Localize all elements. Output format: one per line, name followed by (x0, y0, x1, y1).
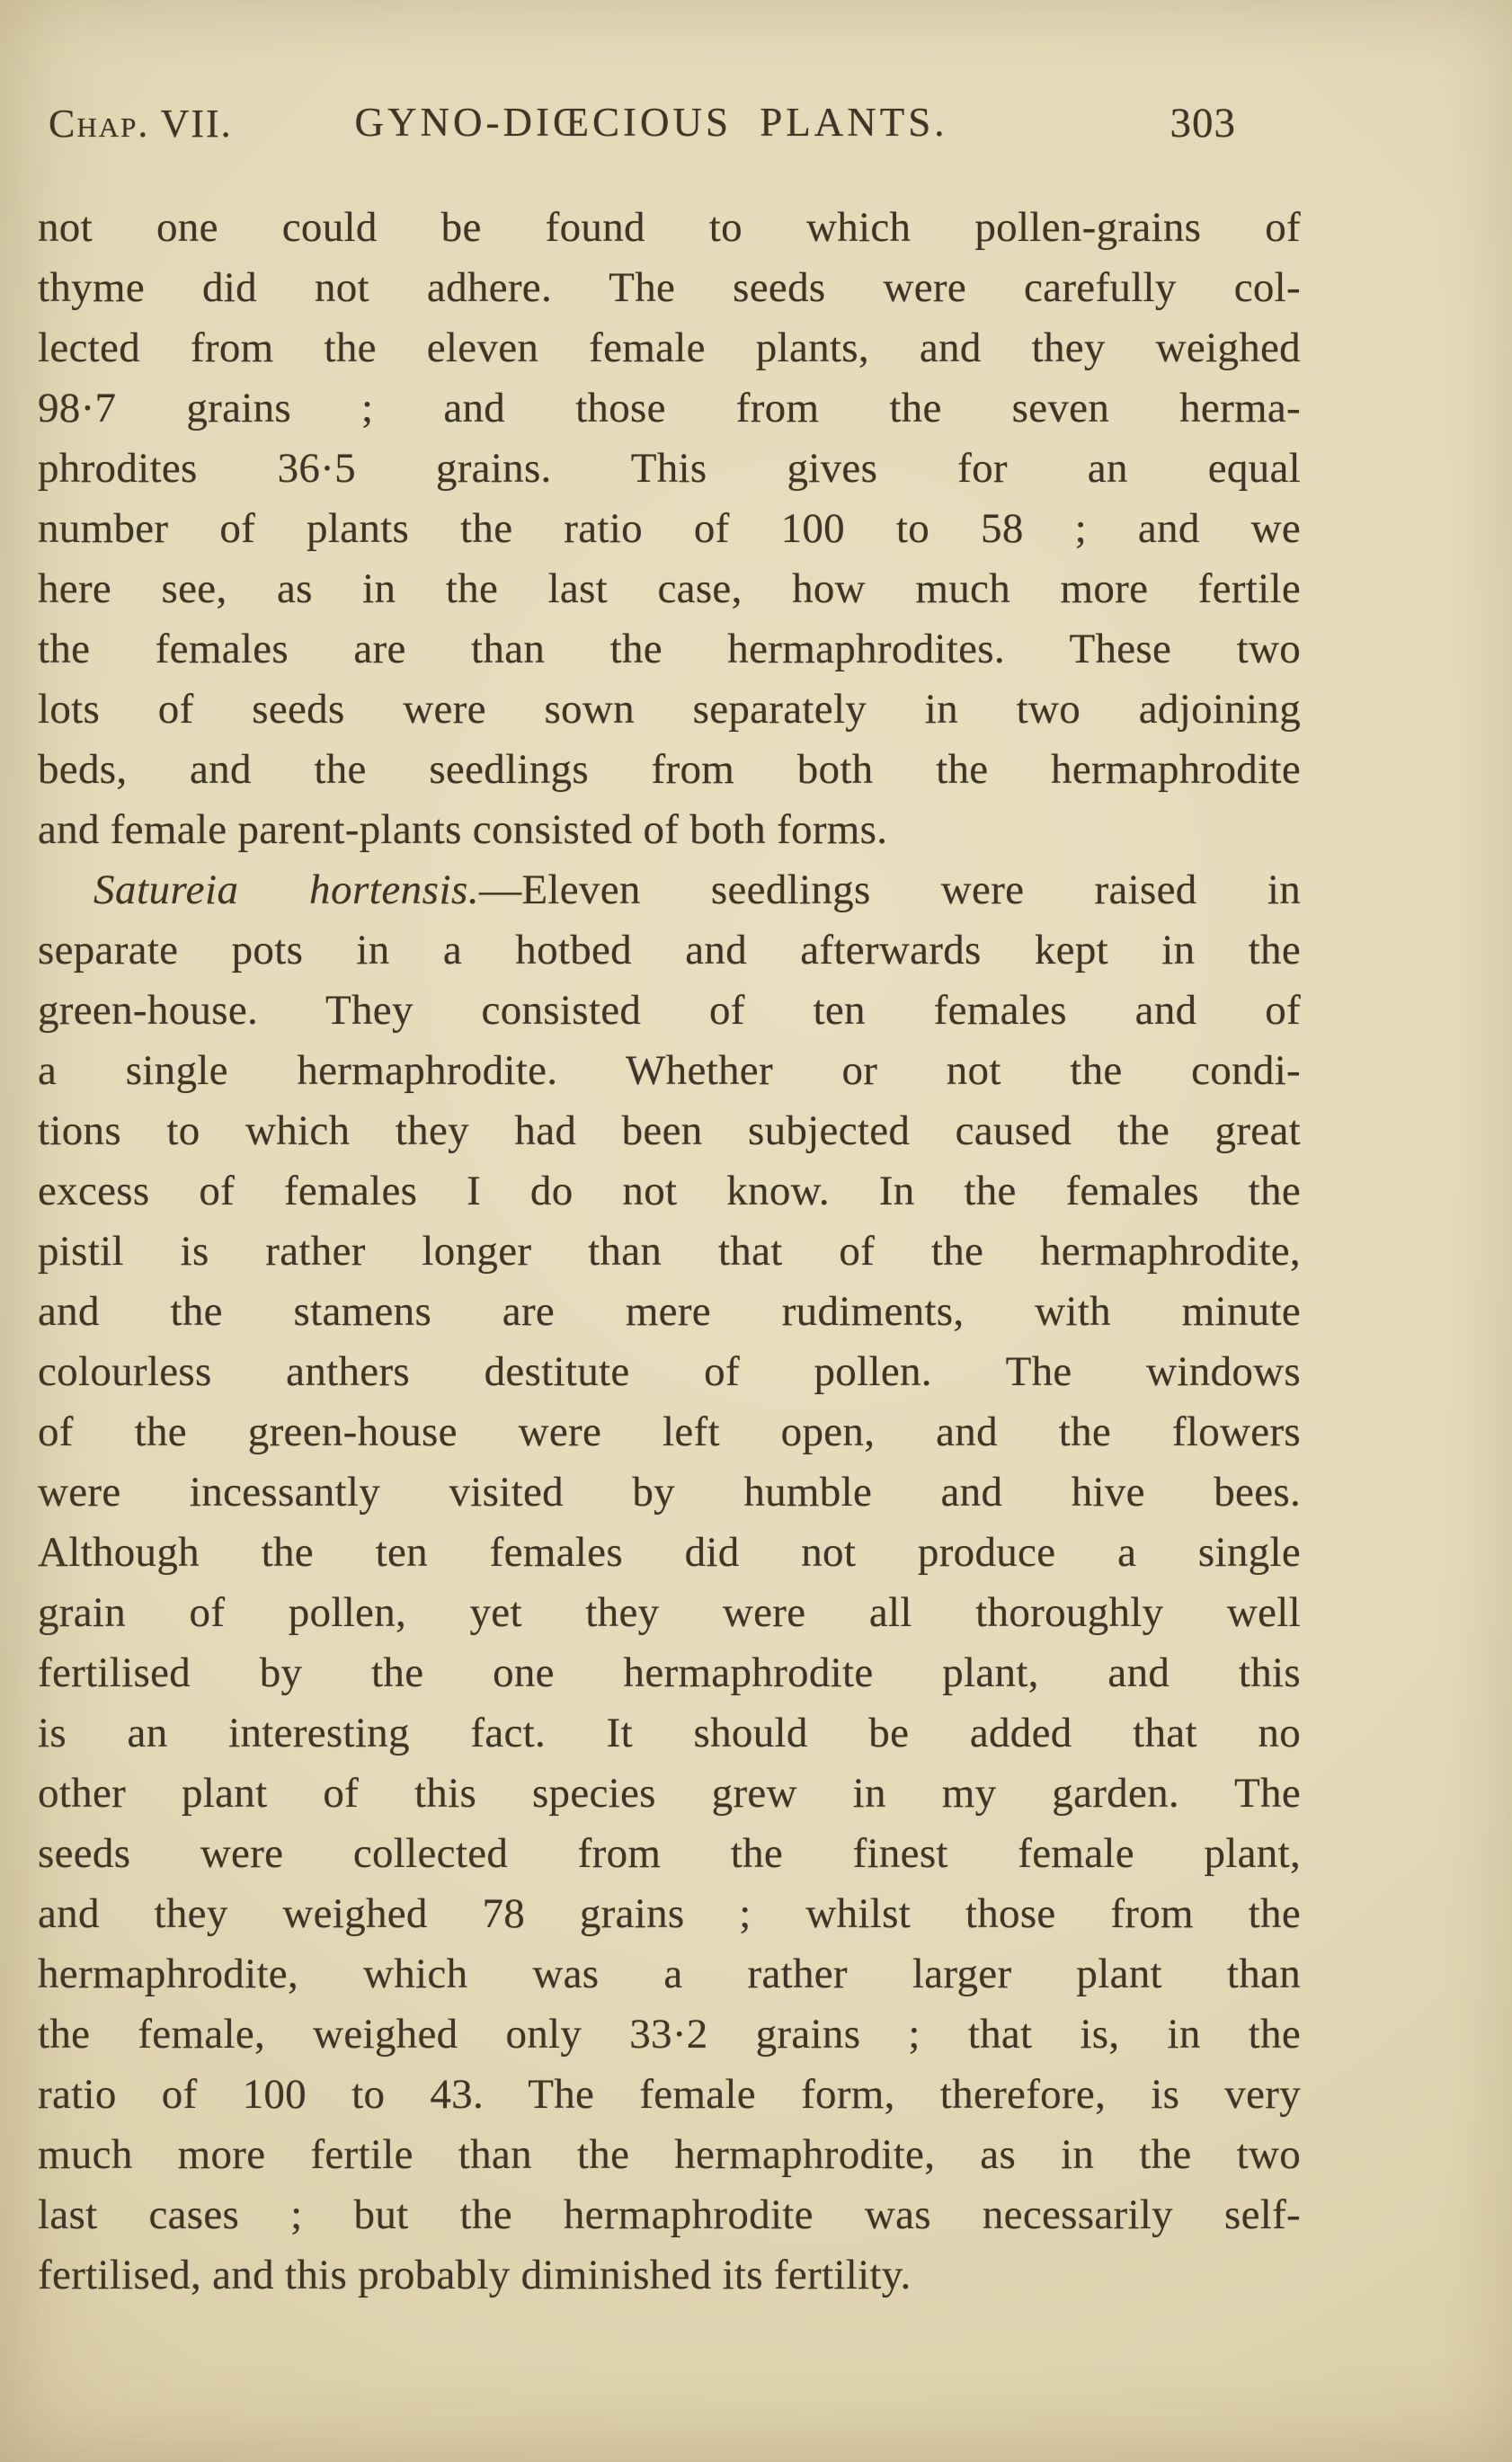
text-line: Although the ten females did not produce a single (38, 1529, 1301, 1576)
text-line: separate pots in a hotbed and afterwards kept in the (38, 927, 1301, 973)
text-line: ratio of 100 to 43. The female form, therefore, is very (38, 2071, 1301, 2118)
text-line: a single hermaphrodite. Whether or not the condi- (38, 1047, 1301, 1094)
text-line: grain of pollen, yet they were all thoroughly well (38, 1589, 1301, 1636)
text-line: phrodites 36·5 grains. This gives for an equal (38, 445, 1301, 492)
text-line: fertilised by the one hermaphrodite plant, and this (38, 1649, 1301, 1696)
text-line: the female, weighed only 33·2 grains ; that is, in the (38, 2011, 1301, 2058)
text-line: lected from the eleven female plants, and they weighed (38, 324, 1301, 371)
text-line: fertilised, and this probably diminished its fertility. (38, 2252, 912, 2298)
text-line: seeds were collected from the finest female plant, (38, 1830, 1301, 1877)
text-line: is an interesting fact. It should be added that no (38, 1710, 1301, 1756)
chapter-label: Chap. VII. (49, 102, 233, 146)
text-line: excess of females I do not know. In the females the (38, 1168, 1301, 1214)
text-line: the females are than the hermaphrodites. These two (38, 626, 1301, 672)
text-line: green-house. They consisted of ten females and of (38, 987, 1301, 1034)
text-line: tions to which they had been subjected caused the great (38, 1107, 1301, 1154)
species-name: Satureia hortensis. (93, 867, 480, 913)
page-number: 303 (1170, 100, 1236, 147)
text-line: and they weighed 78 grains ; whilst those from the (38, 1890, 1301, 1937)
text-line: pistil is rather longer than that of the hermaphrodite, (38, 1228, 1301, 1275)
text-line: hermaphrodite, which was a rather larger plant than (38, 1951, 1301, 1997)
text-line: and female parent-plants consisted of both forms. (38, 806, 888, 853)
text-line: thyme did not adhere. The seeds were carefully col- (38, 264, 1301, 311)
text-line: of the green-house were left open, and the flowers (38, 1409, 1301, 1455)
text-line: were incessantly visited by humble and hive bees. (38, 1469, 1301, 1515)
running-head (38, 99, 1301, 155)
text-line: not one could be found to which pollen-grains of (38, 204, 1301, 251)
body-text (38, 198, 1301, 2306)
text-line: number of plants the ratio of 100 to 58 ; and we (38, 505, 1301, 552)
text-line: last cases ; but the hermaphrodite was necessarily self- (38, 2191, 1301, 2238)
text-line: beds, and the seedlings from both the hermaphrodite (38, 746, 1301, 793)
text-line: and the stamens are mere rudiments, with minute (38, 1288, 1301, 1335)
text-line: Satureia hortensis.—Eleven seedlings were raised in (93, 867, 1301, 913)
text-line: colourless anthers destitute of pollen. The windows (38, 1348, 1301, 1395)
text-line: here see, as in the last case, how much more fertile (38, 565, 1301, 612)
text-line: other plant of this species grew in my garden. The (38, 1770, 1301, 1817)
text-line: 98·7 grains ; and those from the seven herma- (38, 385, 1301, 431)
text-line: lots of seeds were sown separately in two adjoining (38, 686, 1301, 733)
page-title: GYNO-DIŒCIOUS PLANTS. (354, 100, 948, 145)
text-line: much more fertile than the hermaphrodite, as in the two (38, 2131, 1301, 2178)
